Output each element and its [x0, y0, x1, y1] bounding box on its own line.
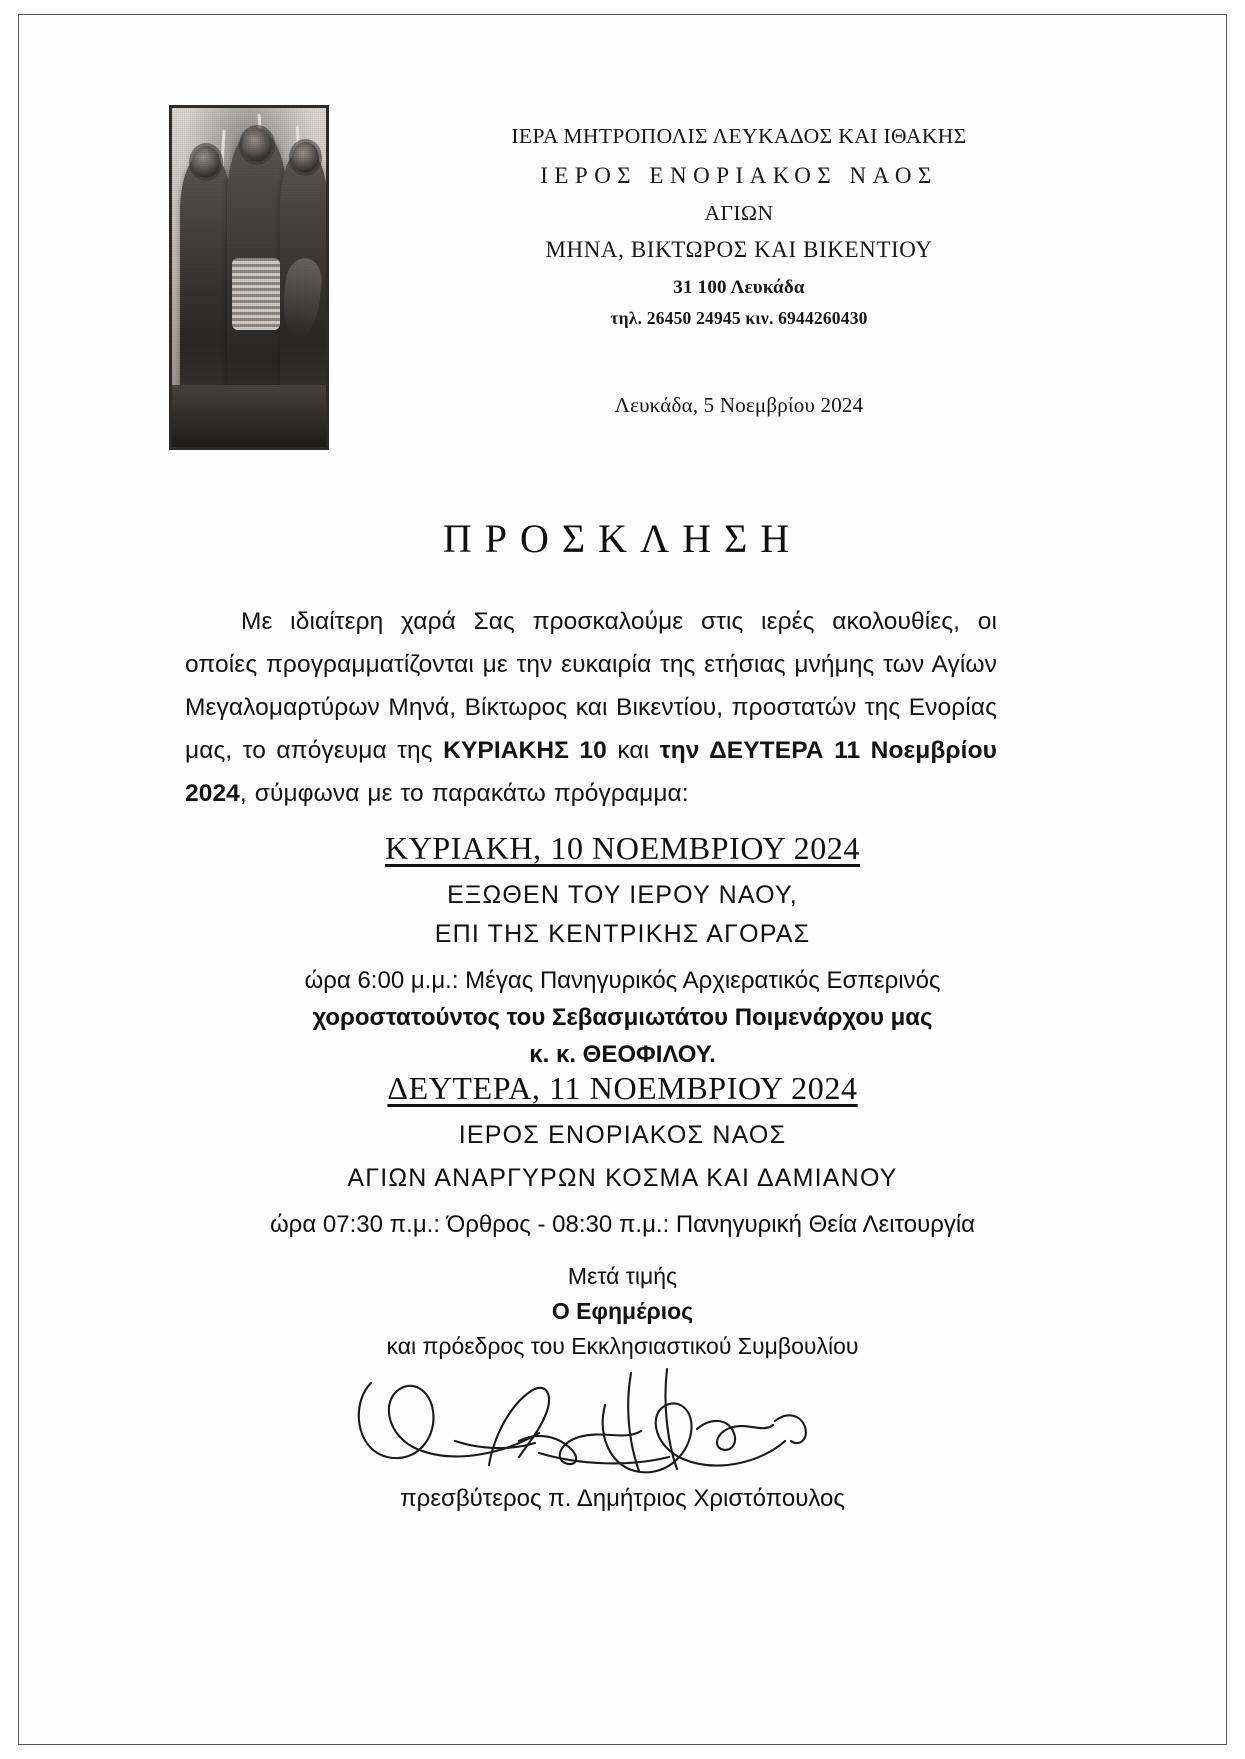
- invitation-paragraph: [185, 600, 997, 815]
- program-block-sunday: [19, 830, 1226, 1069]
- icon-background: [172, 108, 326, 447]
- closing-salutation: Μετά τιμής: [567, 1263, 678, 1289]
- closing-block: [19, 1263, 1226, 1360]
- program-day-heading: ΔΕΥΤΕΡΑ, 11 ΝΟΕΜΒΡΙΟΥ 2024: [387, 1070, 858, 1106]
- parish-church-line: ΙΕΡΟΣ ΕΝΟΡΙΑΚΟΣ ΝΑΟΣ: [540, 162, 938, 188]
- saints-names-line: ΜΗΝΑ, ΒΙΚΤΩΡΟΣ ΚΑΙ ΒΙΚΕΝΤΙΟΥ: [545, 237, 933, 263]
- closing-role: Ο Εφημέριος: [551, 1298, 694, 1324]
- program-location-line-1: ΕΞΩΘΕΝ ΤΟΥ ΙΕΡΟΥ ΝΑΟΥ,: [447, 881, 798, 909]
- paragraph-bold-monday: την ΔΕΥΤΕΡΑ 11 Νοεμβρίου 2024: [185, 737, 997, 807]
- program-location-line-2: ΑΓΙΩΝ ΑΝΑΡΓΥΡΩΝ ΚΟΣΜΑ ΚΑΙ ΔΑΜΙΑΝΟΥ: [347, 1164, 898, 1192]
- program-service-line-2: χοροστατούντος του Σεβασμιωτάτου Ποιμενάρχου μας: [312, 1004, 933, 1031]
- program-service-line-1: ώρα 6:00 μ.μ.: Μέγας Πανηγυρικός Αρχιερατικός Εσπερινός: [304, 967, 941, 994]
- paragraph-bold-sunday: ΚΥΡΙΑΚΗΣ 10: [443, 737, 607, 764]
- closing-council-role: και πρόεδρος του Εκκλησιαστικού Συμβουλίου: [386, 1333, 859, 1359]
- program-block-monday: [19, 1070, 1226, 1239]
- program-location-line-1: ΙΕΡΟΣ ΕΝΟΡΙΑΚΟΣ ΝΑΟΣ: [458, 1121, 787, 1149]
- paragraph-part-1: Με ιδιαίτερη χαρά Σας προσκαλούμε στις ιερές ακολουθίες, οι οποίες προγραμματίζονται με την ευκαιρία της ετήσιας μνήμης των Αγίων Μεγαλομαρτύρων Μηνά, Βίκτωρος και Βικεντίου, προστατών της Ενορίας μας, το απόγευμα της: [185, 608, 997, 764]
- saints-icon-image: [169, 105, 329, 450]
- signer-name: πρεσβύτερος π. Δημήτριος Χριστόπουλος: [400, 1485, 845, 1512]
- postal-address-line: 31 100 Λευκάδα: [673, 276, 805, 298]
- scan-grain-overlay: [172, 108, 326, 447]
- program-service-line-1: ώρα 07:30 π.μ.: Όρθρος - 08:30 π.μ.: Πανηγυρική Θεία Λειτουργία: [269, 1211, 976, 1238]
- program-location-line-2: ΕΠΙ ΤΗΣ ΚΕΝΤΡΙΚΗΣ ΑΓΟΡΑΣ: [434, 920, 811, 948]
- saints-prefix-line: ΑΓΙΩΝ: [704, 200, 774, 225]
- letterhead-text: [389, 93, 1089, 418]
- paper-sheet: [18, 14, 1227, 1745]
- signature-strokes: [19, 1345, 1228, 1505]
- program-service-line-3: κ. κ. ΘΕΟΦΙΛΟΥ.: [529, 1041, 716, 1068]
- diocese-line: ΙΕΡΑ ΜΗΤΡΟΠΟΛΙΣ ΛΕΥΚΑΔΟΣ ΚΑΙ ΙΘΑΚΗΣ: [511, 124, 967, 148]
- paragraph-part-2: και: [606, 737, 660, 764]
- place-date-line: Λευκάδα, 5 Νοεμβρίου 2024: [614, 392, 864, 417]
- phone-line: τηλ. 26450 24945 κιν. 6944260430: [610, 308, 868, 329]
- page-content: [19, 15, 1226, 1744]
- paragraph-part-3: , σύμφωνα με το παρακάτω πρόγραμμα:: [239, 780, 689, 807]
- letterhead: [149, 93, 1099, 493]
- signature-image: [19, 1345, 1226, 1505]
- program-day-heading: ΚΥΡΙΑΚΗ, 10 ΝΟΕΜΒΡΙΟΥ 2024: [384, 830, 861, 866]
- page-title: ΠΡΟΣΚΛΗΣΗ: [442, 516, 803, 561]
